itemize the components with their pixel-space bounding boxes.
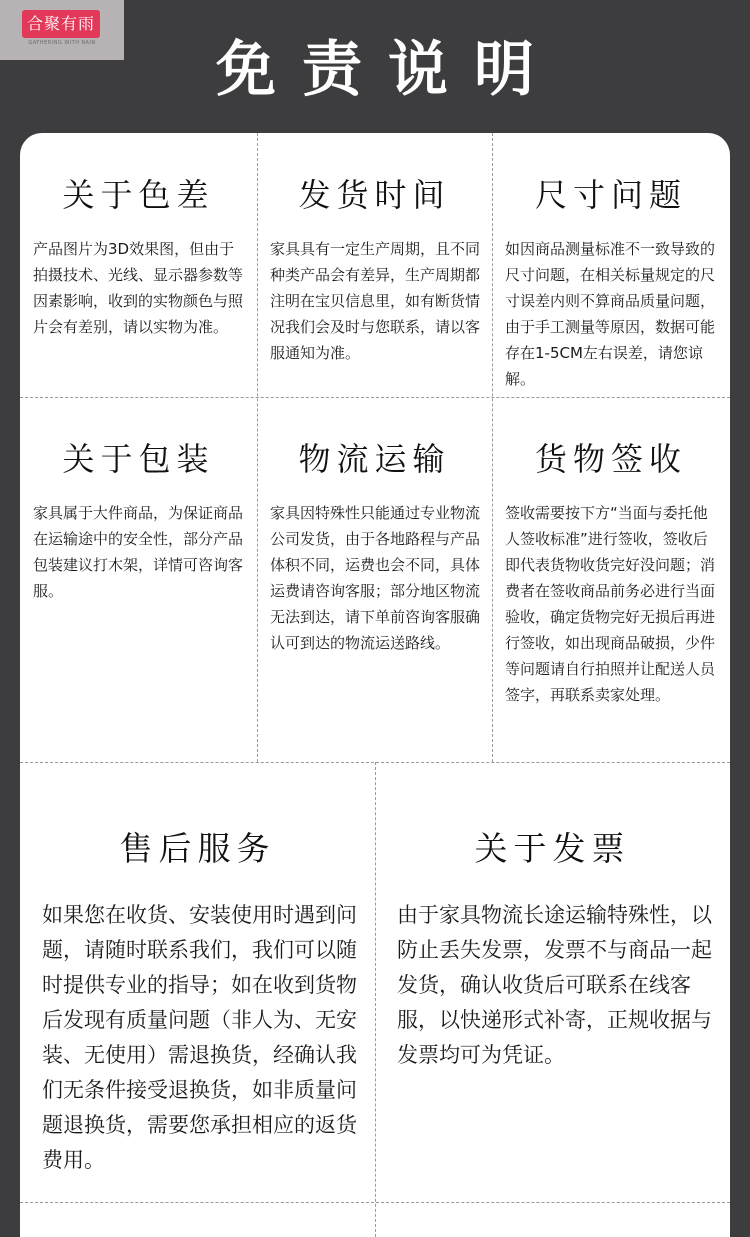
- section-after-sales: [20, 762, 375, 1202]
- section-title: 尺寸问题: [534, 176, 687, 214]
- section-size-issue: [492, 133, 730, 397]
- section-title: 关于色差: [62, 176, 215, 214]
- section-packaging: [20, 397, 257, 762]
- section-shipping-time: [257, 133, 492, 397]
- section-title: 售后服务: [119, 829, 276, 868]
- section-delivery-signoff: [492, 397, 730, 762]
- grid-divider: [20, 1202, 730, 1203]
- section-title: 发货时间: [298, 176, 451, 214]
- section-title: 关于发票: [474, 829, 631, 868]
- brand-logo-mark: 合聚有雨: [22, 10, 100, 38]
- section-body: 家具具有一定生产周期，且不同种类产品会有差异，生产周期都注明在宝贝信息里，如有断货情况我们会及时与您联系，请以客服通知为准。: [270, 240, 481, 362]
- section-body: 签收需要按下方“当面与委托他人签收标准”进行签收，签收后即代表货物收货完好没问题；消费者在签收商品前务必进行当面验收，确定货物完好无损后再进行签收，如出现商品破损，少件等问题请自行拍照并让配送人员签字，再联系卖家处理。: [505, 504, 716, 704]
- section-color-difference: [20, 133, 257, 397]
- grid-divider: [492, 133, 493, 762]
- grid-divider: [375, 762, 376, 1237]
- section-logistics: [257, 397, 492, 762]
- section-body: 如果您在收货、安装使用时遇到问题，请随时联系我们，我们可以随时提供专业的指导；如在收到货物后发现有质量问题（非人为、无安装、无使用）需退换货，经确认我们无条件接受退换货，如非质量问题退换货，需要您承担相应的返货费用。: [42, 903, 357, 1172]
- section-title: 货物签收: [534, 440, 687, 478]
- section-title: 物流运输: [298, 440, 451, 478]
- section-body: 家具因特殊性只能通过专业物流公司发货，由于各地路程与产品体积不同，运费也会不同，具体运费请咨询客服；部分地区物流无法到达，请下单前咨询客服确认可到达的物流运送路线。: [270, 504, 481, 652]
- brand-logo-subtitle: GATHERING WITH RAIN: [28, 40, 96, 46]
- section-invoice: [375, 762, 730, 1202]
- section-body: 如因商品测量标准不一致导致的尺寸问题，在相关标量规定的尺寸误差内则不算商品质量问题，由于手工测量等原因，数据可能存在1-5CM左右误差，请您谅解。: [505, 240, 716, 388]
- grid-divider: [20, 397, 730, 398]
- disclaimer-panel: [20, 133, 730, 1237]
- section-body: 产品图片为3D效果图，但由于拍摄技术、光线、显示器参数等因素影响，收到的实物颜色与照片会有差别，请以实物为准。: [33, 240, 244, 336]
- grid-divider: [257, 133, 258, 762]
- section-title: 关于包装: [62, 440, 215, 478]
- section-body: 家具属于大件商品，为保证商品在运输途中的安全性，部分产品包装建议打木架，详情可咨询客服。: [33, 504, 244, 600]
- page-title: 免责说明: [216, 35, 560, 105]
- section-body: 由于家具物流长途运输特殊性，以防止丢失发票，发票不与商品一起发货，确认收货后可联系在线客服，以快递形式补寄，正规收据与发票均可为凭证。: [397, 903, 712, 1067]
